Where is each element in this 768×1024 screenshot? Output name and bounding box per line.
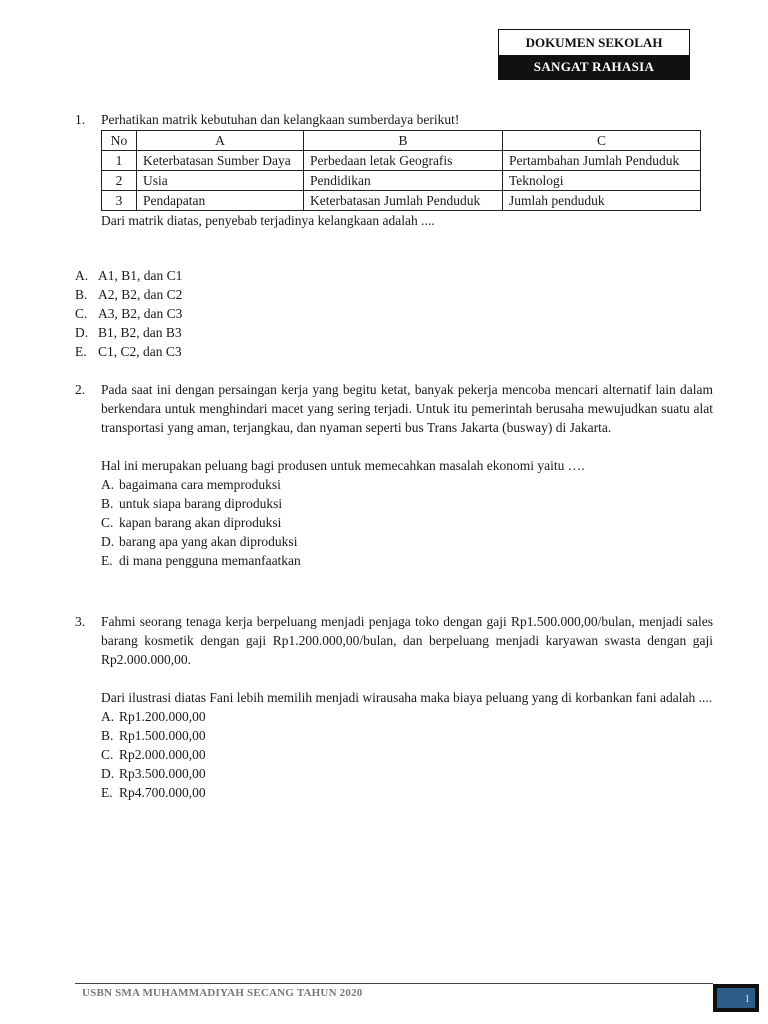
question-intro: Perhatikan matrik kebutuhan dan kelangkaan sumberdaya berikut! [101,112,460,127]
answer-option[interactable] [75,266,182,285]
table-header-cell: C [503,131,701,151]
table-cell: Pendidikan [304,171,503,191]
option-letter: B. [101,728,114,743]
answer-option[interactable] [101,764,713,783]
option-letter: C. [75,306,88,321]
footer-title: USBN SMA MUHAMMADIYAH SECANG TAHUN 2020 [82,987,363,999]
answer-option[interactable] [101,532,713,551]
option-text: C1, C2, dan C3 [98,344,182,359]
answer-options [75,266,182,361]
option-letter: A. [75,268,89,283]
option-letter: C. [101,515,114,530]
table-cell: Teknologi [503,171,701,191]
answer-option[interactable] [101,551,713,570]
option-letter: D. [75,325,89,340]
option-text: A2, B2, dan C2 [98,287,183,302]
table-header-cell: A [137,131,304,151]
table-row [102,151,701,171]
table-header-cell: B [304,131,503,151]
resource-matrix-table [101,130,701,211]
answer-option[interactable] [75,323,182,342]
document-label: DOKUMEN SEKOLAH [499,30,689,55]
question-body [101,380,713,570]
header-box [498,29,690,80]
option-letter: D. [101,766,115,781]
answer-option[interactable] [101,475,713,494]
option-letter: D. [101,534,115,549]
option-letter: B. [101,496,114,511]
option-text: kapan barang akan diproduksi [119,515,282,530]
option-text: A1, B1, dan C1 [98,268,183,283]
question-number: 1. [75,112,86,127]
option-letter: C. [101,747,114,762]
option-text: A3, B2, dan C3 [98,306,183,321]
option-text: bagaimana cara memproduksi [119,477,281,492]
table-header-cell: No [102,131,137,151]
answer-option[interactable] [101,783,713,802]
question-number: 3. [75,614,86,629]
option-text: Rp1.200.000,00 [119,709,206,724]
answer-option[interactable] [75,342,182,361]
page-number: 1 [717,988,755,1008]
option-letter: E. [75,344,87,359]
answer-option[interactable] [75,304,182,323]
table-cell: 3 [102,191,137,211]
table-row [102,191,701,211]
confidential-label: SANGAT RAHASIA [499,55,689,79]
option-text: Rp2.000.000,00 [119,747,206,762]
answer-option[interactable] [101,726,713,745]
question-text: Hal ini merupakan peluang bagi produsen untuk memecahkan masalah ekonomi yaitu …. [101,458,585,473]
question-paragraph: Fahmi seorang tenaga kerja berpeluang menjadi penjaga toko dengan gaji Rp1.500.000,00/bulan, menjadi sales barang kosmetik dengan gaji Rp1.200.000,00/bulan, dan berpeluang menjadi karyawan swasta dengan gaji Rp2.000.000,00. [101,614,713,667]
table-cell: Pendapatan [137,191,304,211]
table-cell: Pertambahan Jumlah Penduduk [503,151,701,171]
question-paragraph: Pada saat ini dengan persaingan kerja yang begitu ketat, banyak pekerja mencoba mencari alternatif lain dalam berkendara untuk menghindari macet yang sering terjadi. Untuk itu pemerintah berusaha mewujudkan suatu alat transportasi yang aman, terjangkau, dan nyaman seperti bus Trans Jakarta (busway) di Jakarta. [101,382,713,435]
answer-option[interactable] [101,513,713,532]
question-text: Dari matrik diatas, penyebab terjadinya kelangkaan adalah .... [101,213,435,228]
answer-option[interactable] [101,707,713,726]
option-letter: E. [101,785,113,800]
table-cell: Perbedaan letak Geografis [304,151,503,171]
option-text: Rp4.700.000,00 [119,785,206,800]
table-cell: 2 [102,171,137,191]
option-text: Rp3.500.000,00 [119,766,206,781]
question-body [101,612,713,802]
option-letter: A. [101,709,115,724]
question-number: 2. [75,382,86,397]
table-cell: Usia [137,171,304,191]
table-cell: Jumlah penduduk [503,191,701,211]
question-text: Dari ilustrasi diatas Fani lebih memilih menjadi wirausaha maka biaya peluang yang di korbankan fani adalah .... [101,690,713,705]
table-cell: Keterbatasan Jumlah Penduduk [304,191,503,211]
table-cell: Keterbatasan Sumber Daya [137,151,304,171]
option-text: B1, B2, dan B3 [98,325,182,340]
option-text: barang apa yang akan diproduksi [119,534,298,549]
table-cell: 1 [102,151,137,171]
option-text: di mana pengguna memanfaatkan [119,553,301,568]
option-text: untuk siapa barang diproduksi [119,496,283,511]
answer-option[interactable] [101,494,713,513]
page-number-box [713,984,759,1012]
option-letter: A. [101,477,115,492]
option-letter: B. [75,287,88,302]
option-text: Rp1.500.000,00 [119,728,206,743]
table-row [102,171,701,191]
table-header-row [102,131,701,151]
option-letter: E. [101,553,113,568]
question-body [101,110,713,230]
answer-option[interactable] [101,745,713,764]
answer-option[interactable] [75,285,182,304]
